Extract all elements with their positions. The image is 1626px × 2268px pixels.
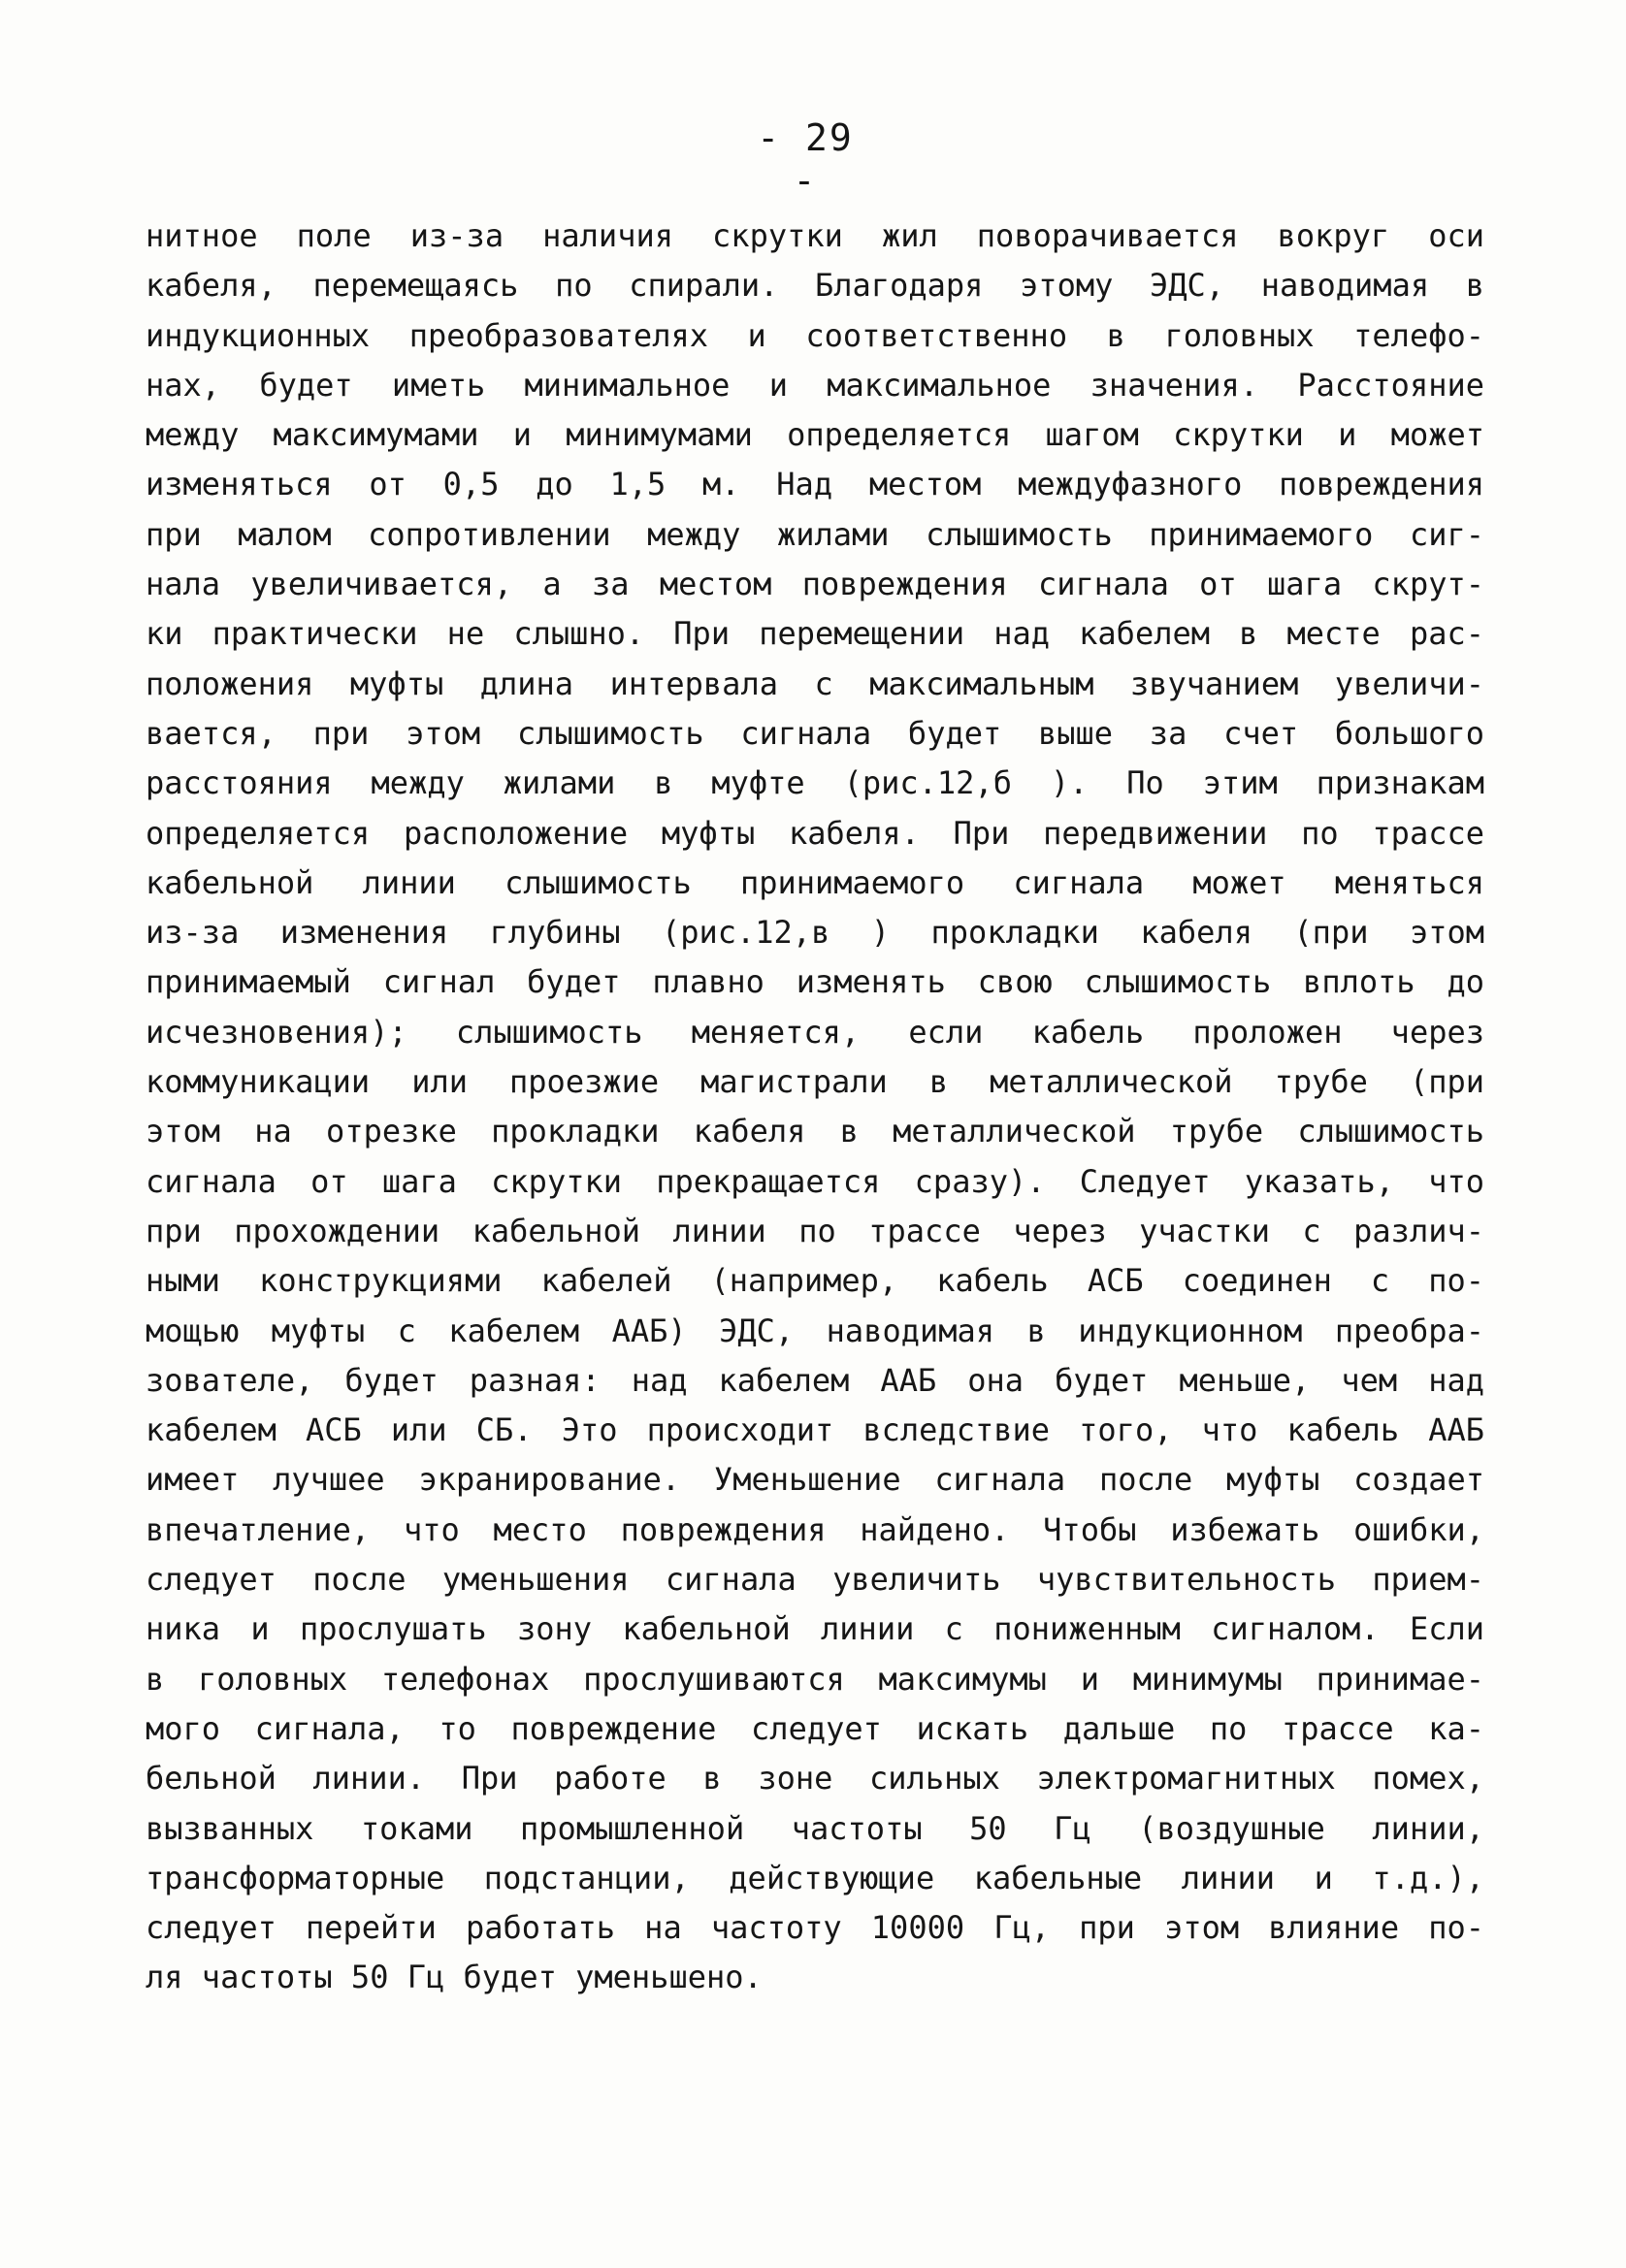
text-line: изменяться от 0,5 до 1,5 м. Над местом междуфазного повреждения [146, 466, 1484, 503]
text-line: кабеля, перемещаясь по спирали. Благодаря этому ЭДС, наводимая в [146, 267, 1484, 305]
text-line: ными конструкциями кабелей (например, кабель АСБ соединен с по- [146, 1262, 1484, 1300]
text-line: в головных телефонах прослушиваются максимумы и минимумы принимае- [146, 1660, 1484, 1698]
text-line: нитное поле из-за наличия скрутки жил поворачивается вокруг оси [146, 217, 1484, 254]
text-line: определяется расположение муфты кабеля. При передвижении по трассе [146, 814, 1484, 852]
text-line: кабельной линии слышимость принимаемого сигнала может меняться [146, 863, 1484, 901]
text-line: впечатление, что место повреждения найдено. Чтобы избежать ошибки, [146, 1510, 1484, 1548]
text-line: нах, будет иметь минимальное и максимальное значения. Расстояние [146, 366, 1484, 404]
text-line: бельной линии. При работе в зоне сильных электромагнитных помех, [146, 1760, 1484, 1798]
text-line: принимаемый сигнал будет плавно изменять свою слышимость вплоть до [146, 963, 1484, 1001]
text-line: ки практически не слышно. При перемещении над кабелем в месте рас- [146, 615, 1484, 653]
text-line: вызванных токами промышленной частоты 50 Гц (воздушные линии, [146, 1809, 1484, 1847]
text-line: трансформаторные подстанции, действующие кабельные линии и т.д.), [146, 1859, 1484, 1896]
text-line: ника и прослушать зону кабельной линии с пониженным сигналом. Если [146, 1610, 1484, 1648]
text-line: коммуникации или проезжие магистрали в металлической трубе (при [146, 1063, 1484, 1101]
text-line: зователе, будет разная: над кабелем ААБ она будет меньше, чем над [146, 1361, 1484, 1399]
text-line-last: ля частоты 50 Гц будет уменьшено. [146, 1959, 763, 1996]
page-number: - 29 - [757, 116, 854, 202]
text-line: следует перейти работать на частоту 10000 Гц, при этом влияние по- [146, 1909, 1484, 1947]
text-line: сигнала от шага скрутки прекращается сразу). Следует указать, что [146, 1162, 1484, 1200]
text-line: мощью муфты с кабелем ААБ) ЭДС, наводимая в индукционном преобра- [146, 1312, 1484, 1349]
text-line: исчезновения); слышимость меняется, если кабель проложен через [146, 1013, 1484, 1051]
text-line: при прохождении кабельной линии по трассе через участки с различ- [146, 1212, 1484, 1249]
text-line: имеет лучшее экранирование. Уменьшение сигнала после муфты создает [146, 1461, 1484, 1499]
text-line: расстояния между жилами в муфте (рис.12,б ). По этим признакам [146, 764, 1484, 802]
text-line: при малом сопротивлении между жилами слышимость принимаемого сиг- [146, 515, 1484, 553]
text-line: из-за изменения глубины (рис.12,в ) прокладки кабеля (при этом [146, 914, 1484, 952]
body-text [146, 211, 1484, 2003]
text-line: этом на отрезке прокладки кабеля в металлической трубе слышимость [146, 1113, 1484, 1150]
text-line: между максимумами и минимумами определяется шагом скрутки и может [146, 416, 1484, 454]
text-line: вается, при этом слышимость сигнала будет выше за счет большого [146, 714, 1484, 752]
text-line: мого сигнала, то повреждение следует искать дальше по трассе ка- [146, 1709, 1484, 1747]
text-line: кабелем АСБ или СБ. Это происходит вследствие того, что кабель ААБ [146, 1411, 1484, 1449]
text-line: положения муфты длина интервала с максимальным звучанием увеличи- [146, 664, 1484, 702]
text-line: индукционных преобразователях и соответственно в головных телефо- [146, 316, 1484, 354]
text-line: нала увеличивается, а за местом повреждения сигнала от шага скрут- [146, 566, 1484, 603]
text-line: следует после уменьшения сигнала увеличить чувствительность прием- [146, 1561, 1484, 1599]
